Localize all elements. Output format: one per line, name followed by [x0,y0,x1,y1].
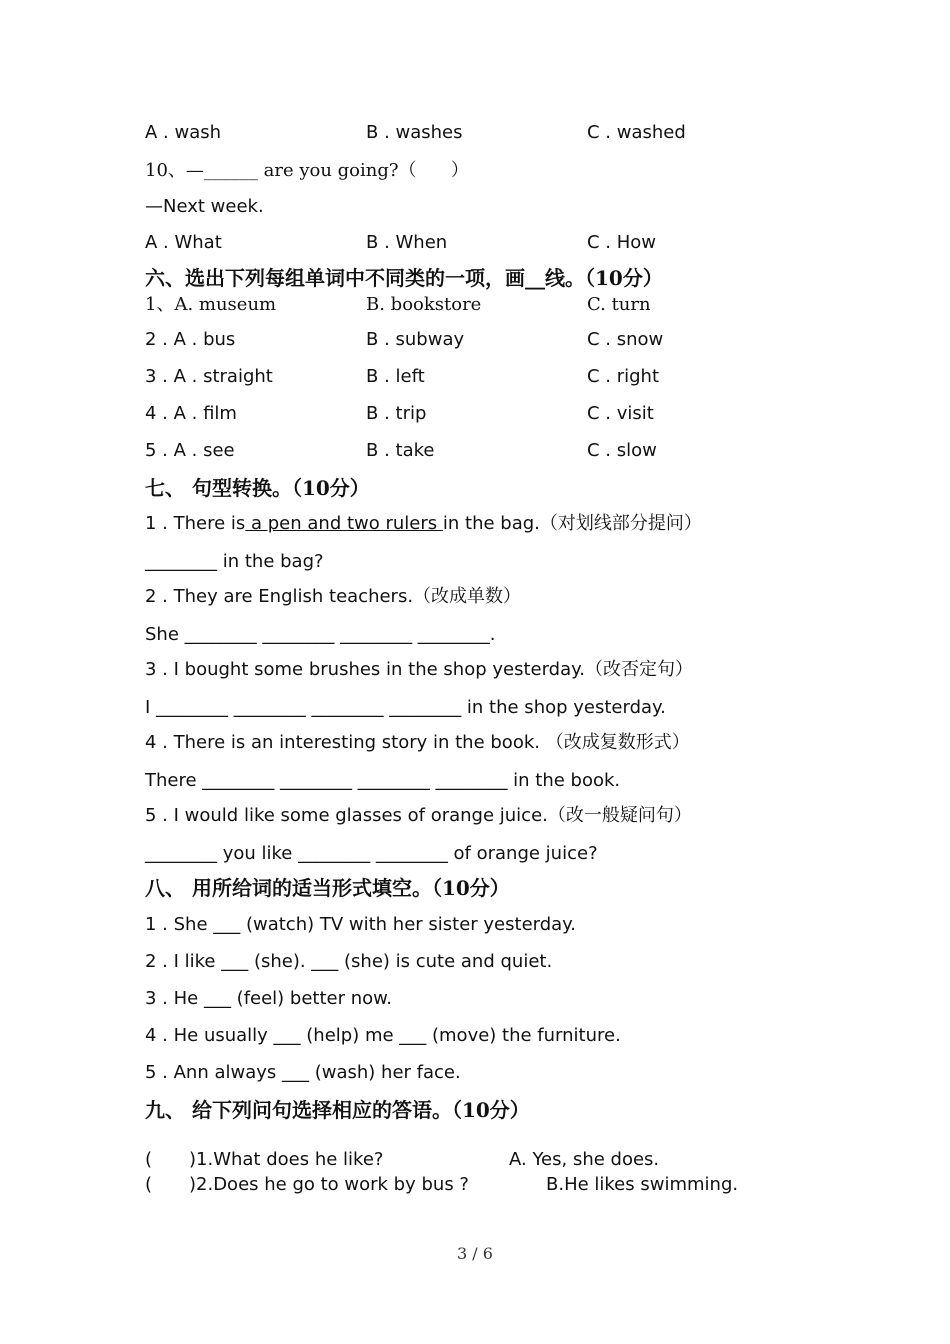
q10-answer-line: —Next week. [145,196,264,217]
s6-row3-a: 3 . A . straight [145,366,273,387]
page-number: 3 / 6 [457,1244,493,1263]
s7-q4-answer: There ________ ________ ________ ________ in the book. [145,770,621,791]
s7-q1-underlined: a pen and two rulers [245,513,443,534]
s7-q3: 3 . I bought some brushes in the shop yesterday.（改否定句） [145,659,693,680]
s7-q5: 5 . I would like some glasses of orange juice.（改一般疑问句） [145,805,692,826]
s9-item2-answer: B.He likes swimming. [546,1174,739,1195]
section6-title: 六、选出下列每组单词中不同类的一项，画__线。（10分） [145,266,663,290]
s6-row1-c: C. turn [587,294,651,315]
s6-row4-a: 4 . A . film [145,403,237,424]
s9-item1-answer: A. Yes, she does. [509,1149,660,1170]
s7-q4: 4 . There is an interesting story in the book. （改成复数形式） [145,732,690,753]
s6-row4-c: C . visit [587,403,654,424]
s8-item2: 2 . I like ___ (she). ___ (she) is cute and quiet. [145,951,553,972]
section8-title: 八、 用所给词的适当形式填空。（10分） [145,876,510,900]
s8-item4: 4 . He usually ___ (help) me ___ (move) the furniture. [145,1025,621,1046]
s6-row3-c: C . right [587,366,660,387]
s6-row2-b: B . subway [366,329,465,350]
q9-option-a: A . wash [145,122,222,143]
s7-q1-pre: 1 . There is [145,513,246,534]
s9-item1-paren: ( [145,1149,153,1170]
s7-q1-post: in the bag.（对划线部分提问） [442,513,702,534]
s8-item3: 3 . He ___ (feel) better now. [145,988,392,1009]
s9-item1-question: )1.What does he like? [189,1149,384,1170]
s6-row5-c: C . slow [587,440,657,461]
s8-item1: 1 . She ___ (watch) TV with her sister yesterday. [145,914,576,935]
s6-row2-c: C . snow [587,329,664,350]
s6-row1-a: 1、A. museum [145,294,277,315]
s6-row5-b: B . take [366,440,435,461]
s8-item5: 5 . Ann always ___ (wash) her face. [145,1062,461,1083]
q10-option-a: A . What [145,232,222,253]
s9-item2-question: )2.Does he go to work by bus ? [189,1174,469,1195]
q10-option-c: C . How [587,232,657,253]
s6-row4-b: B . trip [366,403,427,424]
s7-q3-answer: I ________ ________ ________ ________ in the shop yesterday. [145,697,666,718]
s7-q2-answer: She ________ ________ ________ ________. [145,624,496,645]
q9-option-b: B . washes [366,122,463,143]
s6-row1-b: B. bookstore [366,294,482,315]
s7-q1-answer: ________ in the bag? [145,551,324,572]
s9-item2-paren: ( [145,1174,153,1195]
section9-title: 九、 给下列问句选择相应的答语。（10分） [145,1098,530,1122]
s6-row5-a: 5 . A . see [145,440,235,461]
s7-q2: 2 . They are English teachers.（改成单数） [145,586,522,607]
s6-row3-b: B . left [366,366,425,387]
q9-option-c: C . washed [587,122,686,143]
q10-option-b: B . When [366,232,448,253]
s7-q5-answer: ________ you like ________ ________ of orange juice? [145,843,598,864]
s7-q1 [145,515,702,533]
s6-row2-a: 2 . A . bus [145,329,236,350]
section7-title: 七、 句型转换。（10分） [145,476,370,500]
q10-question: 10、—______ are you going?（ ） [145,160,469,181]
